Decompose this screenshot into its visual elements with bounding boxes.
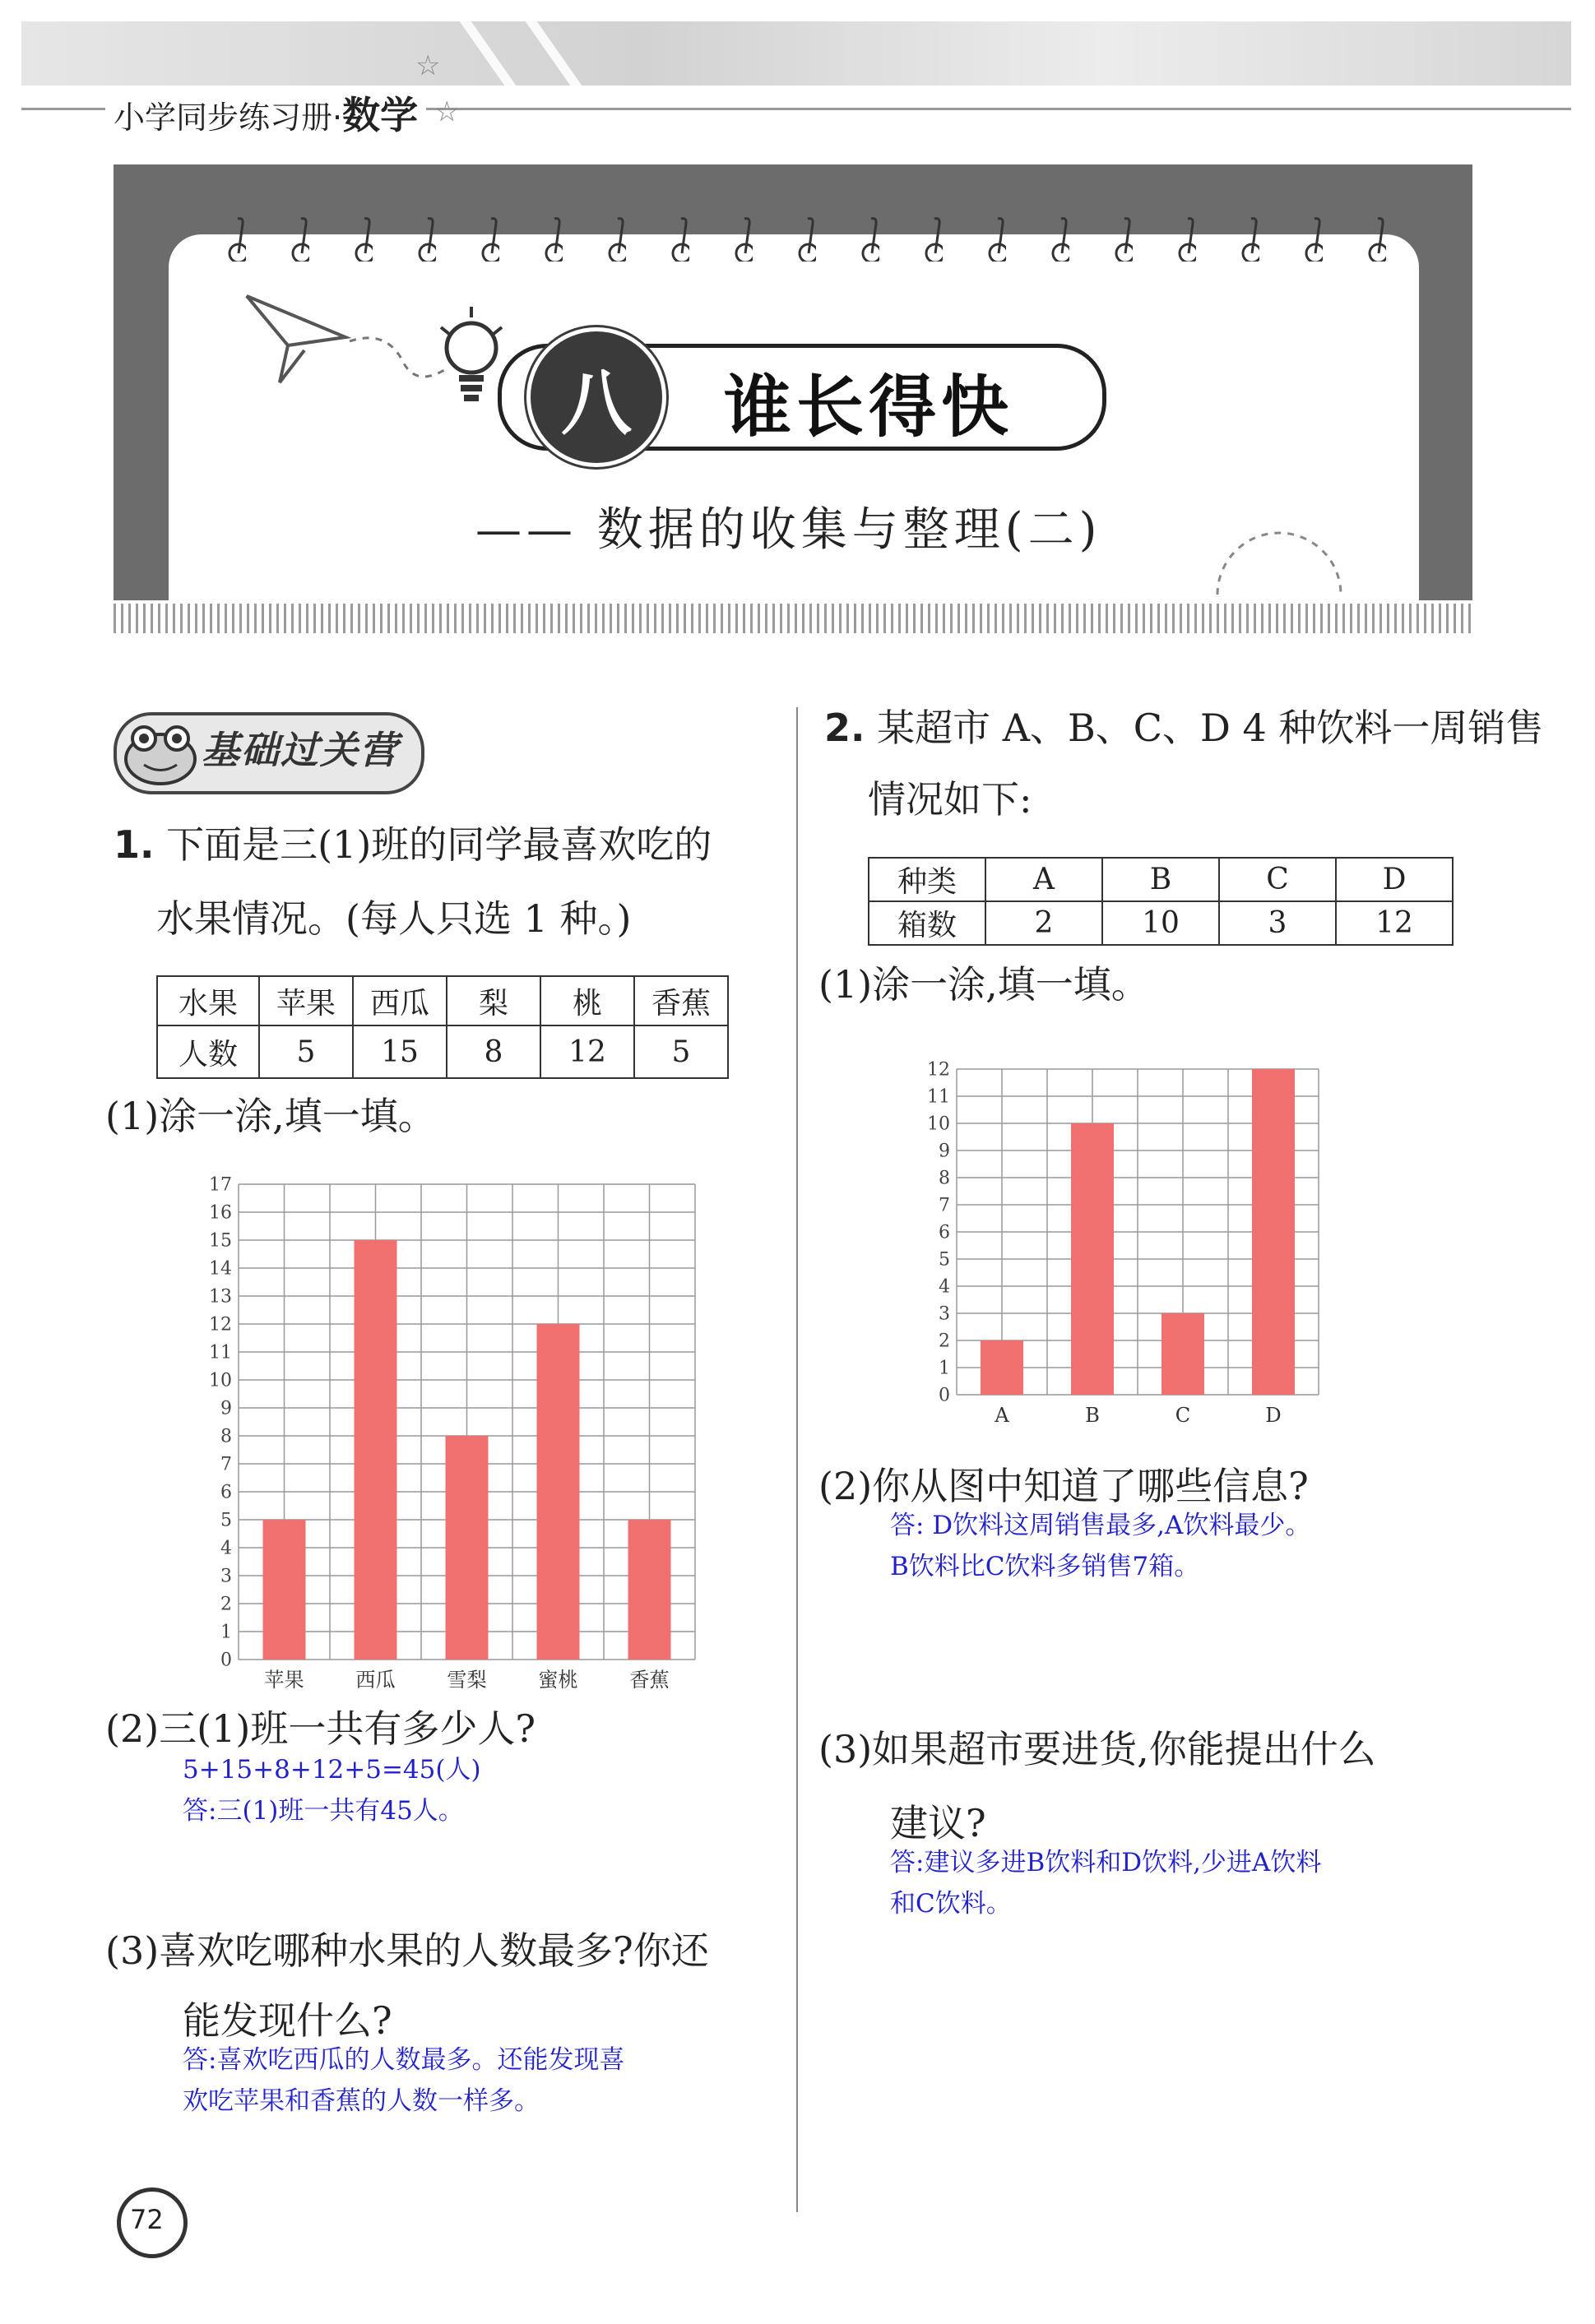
y-tick-label: 5 [220,1510,232,1531]
table-cell: 5 [634,1025,728,1078]
y-tick-label: 1 [220,1622,232,1643]
notebook-ring-icon [1366,215,1386,262]
bar [981,1340,1023,1395]
y-tick-label: 9 [220,1398,232,1419]
header-strip [21,21,1571,86]
q2-part3-answer-line1: 答:建议多进B饮料和D饮料,少进A饮料 [890,1848,1322,1877]
q2-drink-table [868,857,1454,946]
table-cell: 梨 [447,976,540,1025]
y-tick-label: 11 [209,1342,232,1363]
notebook-ring-icon [226,215,246,262]
table-cell: 10 [1102,901,1219,945]
q1-bar-chart [197,1174,707,1701]
table-cell: D [1336,858,1453,901]
q2-part1: (1)涂一涂,填一填。 [818,962,1149,1007]
x-tick-label: 香蕉 [629,1669,670,1692]
dashed-circle-decoration [1209,508,1349,599]
subject-text: 数学 [342,93,419,137]
y-tick-label: 16 [209,1202,232,1224]
table-header-row [157,976,728,1025]
q2-bar-chart [917,1061,1345,1447]
notebook-ring-icon [480,215,499,262]
table-cell: C [1219,858,1336,901]
table-cell: 西瓜 [353,976,447,1025]
q2-text-line2: 情况如下: [868,777,1032,822]
bar [1161,1313,1204,1395]
table-cell: 苹果 [259,976,353,1025]
y-tick-label: 3 [939,1303,950,1325]
q1-part3-answer-line1: 答:喜欢吃西瓜的人数最多。还能发现喜 [183,2045,625,2075]
q2-part3-answer-line2: 和C饮料。 [890,1889,1012,1919]
y-tick-label: 14 [209,1258,232,1280]
notebook-ring-icon [606,215,626,262]
y-tick-label: 2 [220,1594,232,1615]
y-tick-label: 15 [209,1230,232,1252]
notebook-ring-icon [670,215,689,262]
notebook-ring-icon [353,215,373,262]
q1-number: 1. [114,822,155,867]
bar [446,1436,489,1660]
notebook-ring-icon [733,215,753,262]
table-cell: B [1102,858,1219,901]
chapter-number: 八 [526,327,666,467]
table-cell: 5 [259,1025,353,1078]
q2-part2: (2)你从图中知道了哪些信息? [818,1464,1309,1508]
x-tick-label: D [1265,1404,1282,1427]
table-row [869,901,1453,945]
table-cell: 香蕉 [634,976,728,1025]
q2-text-line1 [824,706,1543,751]
x-tick-label: C [1175,1404,1191,1427]
y-tick-label: 8 [220,1426,232,1447]
book-title-text: 小学同步练习册 [114,100,333,136]
y-tick-label: 11 [927,1086,950,1108]
notebook-ring-icon [1240,215,1259,262]
notebook-ring-icon [923,215,943,262]
page-number: 72 [130,2204,164,2235]
bar [628,1520,671,1660]
y-tick-label: 4 [220,1538,232,1559]
paper-plane-icon [239,280,452,395]
table-cell: 2 [985,901,1102,945]
q1-part2-answer-line1: 5+15+8+12+5=45(人) [183,1755,481,1785]
y-tick-label: 8 [939,1168,950,1189]
x-tick-label: 蜜桃 [538,1669,578,1692]
table-cell: 桃 [540,976,634,1025]
y-tick-label: 10 [209,1370,232,1391]
x-tick-label: 苹果 [264,1669,304,1692]
y-tick-label: 2 [939,1331,950,1352]
y-tick-label: 0 [220,1650,232,1671]
y-tick-label: 3 [220,1566,232,1587]
section-badge-label: 基础过关营 [202,728,399,772]
q2-part2-answer-line2: B饮料比C饮料多销售7箱。 [890,1552,1200,1581]
column-divider [796,707,798,2212]
q1-part3-line2: 能发现什么? [183,1998,392,2043]
bar [355,1240,397,1660]
chapter-subtitle: —— 数据的收集与整理(二) [475,503,1102,557]
q2-number: 2. [824,706,865,750]
y-tick-label: 4 [939,1276,950,1298]
table-cell: 种类 [869,858,985,901]
q1-part3-line1: (3)喜欢吃哪种水果的人数最多?你还 [105,1928,709,1973]
q1-text-line2: 水果情况。(每人只选 1 种。) [156,896,632,941]
notebook-ring-icon [1303,215,1323,262]
table-cell: 15 [353,1025,447,1078]
notebook-ring-icon [290,215,309,262]
notebook-ring-icon [986,215,1006,262]
q2-part3-line1: (3)如果超市要进货,你能提出什么 [818,1727,1376,1771]
y-tick-label: 7 [220,1454,232,1475]
x-tick-label: B [1085,1404,1100,1427]
book-title-separator: · [332,100,343,136]
y-tick-label: 12 [927,1061,950,1081]
q1-part1: (1)涂一涂,填一填。 [105,1094,436,1138]
notebook-ring-icon [796,215,816,262]
star-icon: ☆ [434,95,460,128]
notebook-ring-icon [1113,215,1133,262]
q1-fruit-table [156,975,729,1079]
bar [537,1324,580,1660]
q1-part2-answer-line2: 答:三(1)班一共有45人。 [183,1796,464,1826]
notebook-ring-icon [416,215,436,262]
table-cell: 箱数 [869,901,985,945]
x-tick-label: 西瓜 [355,1669,396,1692]
notebook-ring-icon [860,215,879,262]
q1-part3-answer-line2: 欢吃苹果和香蕉的人数一样多。 [183,2086,540,2116]
q1-text: 下面是三(1)班的同学最喜欢吃的 [166,822,712,867]
table-header-row [869,858,1453,901]
table-cell: 人数 [157,1025,259,1078]
x-tick-label: A [995,1404,1009,1427]
y-tick-label: 5 [939,1249,950,1271]
y-tick-label: 6 [939,1222,950,1243]
q2-part3-line2: 建议? [890,1801,986,1845]
notebook-ring-icon [1050,215,1069,262]
y-tick-label: 13 [209,1286,232,1308]
table-cell: 3 [1219,901,1336,945]
y-tick-label: 12 [209,1314,232,1336]
table-row [157,1025,728,1078]
table-cell: 水果 [157,976,259,1025]
bar [263,1520,306,1660]
x-tick-label: 雪梨 [447,1669,487,1692]
table-cell: A [985,858,1102,901]
book-title [105,86,426,140]
y-tick-label: 0 [939,1385,950,1406]
table-cell: 8 [447,1025,540,1078]
chapter-title: 谁长得快 [724,368,1014,447]
banner-ruler-edge [114,604,1472,633]
q2-text: 某超市 A、B、C、D 4 种饮料一周销售 [877,706,1544,750]
y-tick-label: 6 [220,1482,232,1503]
y-tick-label: 1 [939,1358,950,1379]
q2-part2-answer-line1: 答: D饮料这周销售最多,A饮料最少。 [890,1511,1311,1540]
y-tick-label: 10 [927,1113,950,1135]
star-icon: ☆ [415,49,441,82]
q1-part2: (2)三(1)班一共有多少人? [105,1706,536,1751]
notebook-ring-icon [543,215,563,262]
y-tick-label: 9 [939,1141,950,1162]
frog-icon [119,714,202,788]
table-cell: 12 [1336,901,1453,945]
table-cell: 12 [540,1025,634,1078]
bar [1252,1069,1295,1395]
notebook-ring-icon [1176,215,1196,262]
q1-text-line1 [114,822,712,868]
bar [1071,1123,1114,1395]
y-tick-label: 7 [939,1195,950,1216]
y-tick-label: 17 [209,1174,232,1196]
